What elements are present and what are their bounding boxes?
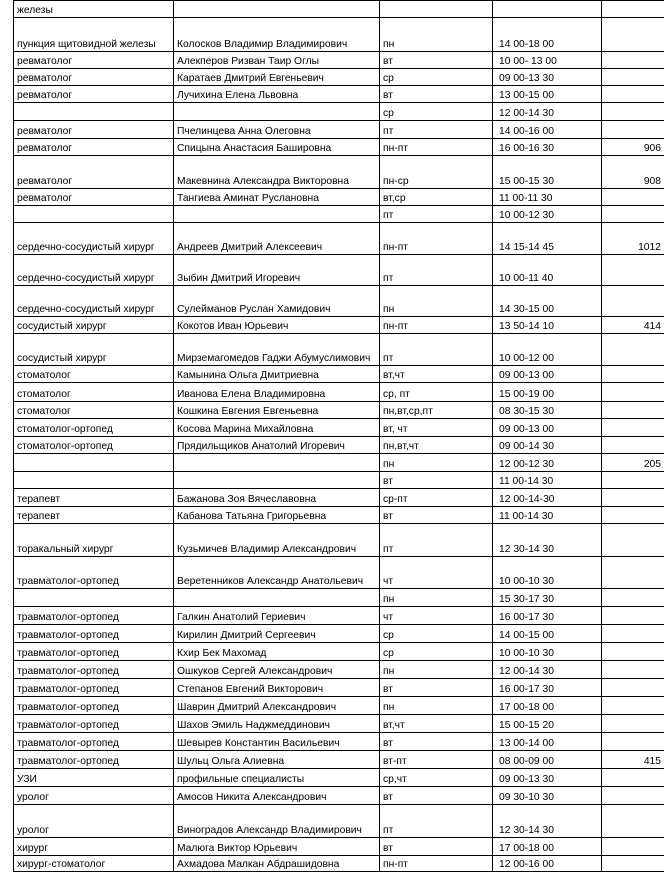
- table-row: [14, 524, 664, 557]
- doctor-cell: Бажанова Зоя Вячеславовна: [174, 489, 380, 507]
- table-row: [14, 733, 664, 751]
- specialty-cell: [14, 206, 174, 223]
- table-row: [14, 121, 664, 139]
- table-row: [14, 189, 664, 206]
- room-cell: [602, 334, 664, 366]
- specialty-cell: УЗИ: [14, 769, 174, 787]
- doctor-cell: [174, 103, 380, 121]
- specialty-cell: сердечно-сосудистый хирург: [14, 223, 174, 255]
- table-row: [14, 805, 664, 838]
- doctor-cell: Кирилин Дмитрий Сергеевич: [174, 625, 380, 643]
- table-row: [14, 366, 664, 383]
- time-cell: 15 00-15 20: [493, 715, 602, 733]
- specialty-cell: стоматолог: [14, 402, 174, 419]
- time-cell: 15 00-15 30: [493, 156, 602, 189]
- specialty-cell: стоматолог-ортопед: [14, 437, 174, 454]
- table-row: [14, 607, 664, 625]
- time-cell: 08 00-09 00: [493, 751, 602, 769]
- days-cell: пн-ср: [380, 156, 493, 189]
- room-cell: [602, 697, 664, 715]
- days-cell: [380, 1, 493, 18]
- time-cell: 17 00-18 00: [493, 838, 602, 856]
- schedule-table-body: [14, 1, 664, 872]
- room-cell: [602, 856, 664, 872]
- specialty-cell: ревматолог: [14, 139, 174, 156]
- days-cell: чт: [380, 607, 493, 625]
- doctor-cell: Амосов Никита Александрович: [174, 787, 380, 805]
- time-cell: 09 00-13 00: [493, 419, 602, 437]
- table-row: [14, 643, 664, 661]
- room-cell: [602, 769, 664, 787]
- specialty-cell: сердечно-сосудистый хирург: [14, 255, 174, 286]
- room-cell: [602, 366, 664, 383]
- room-cell: [602, 787, 664, 805]
- room-cell: [602, 589, 664, 607]
- days-cell: чт: [380, 557, 493, 589]
- table-row: [14, 507, 664, 524]
- days-cell: вт,ср: [380, 189, 493, 206]
- room-cell: 205: [602, 454, 664, 472]
- doctor-cell: Кузьмичев Владимир Александрович: [174, 524, 380, 557]
- room-cell: [602, 121, 664, 139]
- time-cell: 17 00-18 00: [493, 697, 602, 715]
- schedule-table: [13, 0, 664, 872]
- specialty-cell: ревматолог: [14, 121, 174, 139]
- room-cell: [602, 383, 664, 402]
- time-cell: 12 00-12 30: [493, 454, 602, 472]
- table-row: [14, 69, 664, 86]
- time-cell: 14 00-16 00: [493, 121, 602, 139]
- doctor-cell: Ахмадова Малкан Абдрашидовна: [174, 856, 380, 872]
- days-cell: пн,вт,ср,пт: [380, 402, 493, 419]
- specialty-cell: травматолог-ортопед: [14, 607, 174, 625]
- room-cell: [602, 805, 664, 838]
- room-cell: 906: [602, 139, 664, 156]
- days-cell: вт: [380, 86, 493, 103]
- days-cell: вт: [380, 787, 493, 805]
- time-cell: 10 00-12 00: [493, 334, 602, 366]
- room-cell: [602, 286, 664, 317]
- specialty-cell: пункция щитовидной железы: [14, 18, 174, 52]
- days-cell: ср,чт: [380, 769, 493, 787]
- time-cell: [493, 1, 602, 18]
- table-row: [14, 589, 664, 607]
- table-row: [14, 661, 664, 679]
- doctor-cell: Виноградов Александр Владимирович: [174, 805, 380, 838]
- table-row: [14, 472, 664, 489]
- table-row: [14, 625, 664, 643]
- table-row: [14, 52, 664, 69]
- time-cell: 12 00-14 30: [493, 661, 602, 679]
- time-cell: 09 30-10 30: [493, 787, 602, 805]
- specialty-cell: торакальный хирург: [14, 524, 174, 557]
- table-row: [14, 255, 664, 286]
- room-cell: [602, 206, 664, 223]
- specialty-cell: травматолог-ортопед: [14, 557, 174, 589]
- room-cell: [602, 679, 664, 697]
- table-row: [14, 18, 664, 52]
- doctor-cell: Шульц Ольга Алиевна: [174, 751, 380, 769]
- days-cell: пт: [380, 121, 493, 139]
- doctor-cell: [174, 206, 380, 223]
- days-cell: пн: [380, 589, 493, 607]
- doctor-cell: Андреев Дмитрий Алексеевич: [174, 223, 380, 255]
- room-cell: [602, 489, 664, 507]
- time-cell: 10 00-10 30: [493, 557, 602, 589]
- days-cell: пн: [380, 18, 493, 52]
- time-cell: 11 00-14 30: [493, 472, 602, 489]
- time-cell: 16 00-17 30: [493, 607, 602, 625]
- time-cell: 09 00-13 30: [493, 69, 602, 86]
- time-cell: 09 00-14 30: [493, 437, 602, 454]
- doctor-cell: [174, 589, 380, 607]
- doctor-cell: Каратаев Дмитрий Евгеньевич: [174, 69, 380, 86]
- days-cell: вт-пт: [380, 751, 493, 769]
- time-cell: 11 00-11 30: [493, 189, 602, 206]
- table-row: [14, 454, 664, 472]
- specialty-cell: травматолог-ортопед: [14, 679, 174, 697]
- room-cell: 414: [602, 317, 664, 334]
- days-cell: вт: [380, 838, 493, 856]
- specialty-cell: сосудистый хирург: [14, 334, 174, 366]
- specialty-cell: железы: [14, 1, 174, 18]
- days-cell: ср: [380, 103, 493, 121]
- doctor-cell: [174, 454, 380, 472]
- time-cell: 09 00-13 00: [493, 366, 602, 383]
- specialty-cell: терапевт: [14, 489, 174, 507]
- days-cell: пт: [380, 255, 493, 286]
- table-row: [14, 383, 664, 402]
- doctor-cell: Веретенников Александр Анатольевич: [174, 557, 380, 589]
- doctor-cell: Тангиева Аминат Руслановна: [174, 189, 380, 206]
- room-cell: [602, 661, 664, 679]
- specialty-cell: хирург-стоматолог: [14, 856, 174, 872]
- days-cell: вт,чт: [380, 715, 493, 733]
- days-cell: пн-пт: [380, 856, 493, 872]
- doctor-cell: Спицына Анастасия Башировна: [174, 139, 380, 156]
- room-cell: [602, 715, 664, 733]
- room-cell: [602, 507, 664, 524]
- table-row: [14, 437, 664, 454]
- doctor-cell: профильные специалисты: [174, 769, 380, 787]
- doctor-cell: Галкин Анатолий Гериевич: [174, 607, 380, 625]
- table-row: [14, 317, 664, 334]
- days-cell: пт: [380, 524, 493, 557]
- specialty-cell: [14, 472, 174, 489]
- time-cell: 12 00-16 00: [493, 856, 602, 872]
- table-row: [14, 557, 664, 589]
- time-cell: 12 00-14 30: [493, 103, 602, 121]
- room-cell: 415: [602, 751, 664, 769]
- time-cell: 14 00-18 00: [493, 18, 602, 52]
- specialty-cell: травматолог-ортопед: [14, 697, 174, 715]
- doctor-cell: Алекперов Ризван Таир Оглы: [174, 52, 380, 69]
- table-row: [14, 769, 664, 787]
- time-cell: 14 15-14 45: [493, 223, 602, 255]
- time-cell: 13 00-15 00: [493, 86, 602, 103]
- specialty-cell: стоматолог: [14, 366, 174, 383]
- time-cell: 12 30-14 30: [493, 805, 602, 838]
- time-cell: 11 00-14 30: [493, 507, 602, 524]
- table-row: [14, 679, 664, 697]
- time-cell: 10 00-12 30: [493, 206, 602, 223]
- specialty-cell: ревматолог: [14, 52, 174, 69]
- doctor-cell: Лучихина Елена Львовна: [174, 86, 380, 103]
- doctor-cell: Зыбин Дмитрий Игоревич: [174, 255, 380, 286]
- time-cell: 12 00-14-30: [493, 489, 602, 507]
- days-cell: вт, чт: [380, 419, 493, 437]
- doctor-cell: Сулейманов Руслан Хамидович: [174, 286, 380, 317]
- specialty-cell: ревматолог: [14, 189, 174, 206]
- room-cell: [602, 419, 664, 437]
- specialty-cell: [14, 103, 174, 121]
- time-cell: 10 00- 13 00: [493, 52, 602, 69]
- room-cell: [602, 437, 664, 454]
- doctor-cell: Ошкуков Сергей Александрович: [174, 661, 380, 679]
- specialty-cell: уролог: [14, 787, 174, 805]
- doctor-cell: Пчелинцева Анна Олеговна: [174, 121, 380, 139]
- doctor-cell: Иванова Елена Владимировна: [174, 383, 380, 402]
- time-cell: 08 30-15 30: [493, 402, 602, 419]
- table-row: [14, 103, 664, 121]
- doctor-cell: Малюга Виктор Юрьевич: [174, 838, 380, 856]
- room-cell: [602, 69, 664, 86]
- days-cell: вт: [380, 733, 493, 751]
- specialty-cell: стоматолог: [14, 383, 174, 402]
- days-cell: пт: [380, 206, 493, 223]
- days-cell: пн-пт: [380, 223, 493, 255]
- specialty-cell: сердечно-сосудистый хирург: [14, 286, 174, 317]
- room-cell: [602, 255, 664, 286]
- specialty-cell: уролог: [14, 805, 174, 838]
- specialty-cell: терапевт: [14, 507, 174, 524]
- doctor-cell: [174, 472, 380, 489]
- time-cell: 10 00-10 30: [493, 643, 602, 661]
- room-cell: [602, 643, 664, 661]
- doctor-cell: Колосков Владимир Владимирович: [174, 18, 380, 52]
- room-cell: [602, 1, 664, 18]
- table-row: [14, 697, 664, 715]
- doctor-cell: Прядильщиков Анатолий Игоревич: [174, 437, 380, 454]
- room-cell: [602, 52, 664, 69]
- days-cell: ср: [380, 643, 493, 661]
- room-cell: 1012: [602, 223, 664, 255]
- days-cell: ср, пт: [380, 383, 493, 402]
- days-cell: пн: [380, 661, 493, 679]
- days-cell: пт: [380, 805, 493, 838]
- time-cell: 09 00-13 30: [493, 769, 602, 787]
- doctor-cell: Кошкина Евгения Евгеньевна: [174, 402, 380, 419]
- table-row: [14, 286, 664, 317]
- time-cell: 13 00-14 00: [493, 733, 602, 751]
- room-cell: [602, 733, 664, 751]
- room-cell: [602, 86, 664, 103]
- time-cell: 14 30-15 00: [493, 286, 602, 317]
- doctor-cell: Косова Марина Михайловна: [174, 419, 380, 437]
- table-row: [14, 751, 664, 769]
- days-cell: ср-пт: [380, 489, 493, 507]
- room-cell: [602, 18, 664, 52]
- days-cell: пн: [380, 286, 493, 317]
- doctor-cell: Кабанова Татьяна Григорьевна: [174, 507, 380, 524]
- days-cell: ср: [380, 69, 493, 86]
- doctor-cell: Мирземагомедов Гаджи Абумуслимович: [174, 334, 380, 366]
- specialty-cell: сосудистый хирург: [14, 317, 174, 334]
- time-cell: 13 50-14 10: [493, 317, 602, 334]
- days-cell: пн: [380, 454, 493, 472]
- doctor-cell: Шевырев Константин Васильевич: [174, 733, 380, 751]
- days-cell: вт,чт: [380, 366, 493, 383]
- doctor-cell: Кокотов Иван Юрьевич: [174, 317, 380, 334]
- time-cell: 15 30-17 30: [493, 589, 602, 607]
- room-cell: [602, 402, 664, 419]
- doctor-cell: Шаврин Дмитрий Александрович: [174, 697, 380, 715]
- specialty-cell: стоматолог-ортопед: [14, 419, 174, 437]
- time-cell: 12 30-14 30: [493, 524, 602, 557]
- days-cell: пт: [380, 334, 493, 366]
- days-cell: вт: [380, 507, 493, 524]
- specialty-cell: ревматолог: [14, 156, 174, 189]
- table-row: [14, 156, 664, 189]
- room-cell: [602, 472, 664, 489]
- doctor-cell: Степанов Евгений Викторович: [174, 679, 380, 697]
- time-cell: 14 00-15 00: [493, 625, 602, 643]
- room-cell: [602, 607, 664, 625]
- days-cell: ср: [380, 625, 493, 643]
- room-cell: 908: [602, 156, 664, 189]
- table-row: [14, 334, 664, 366]
- days-cell: пн,вт,чт: [380, 437, 493, 454]
- specialty-cell: [14, 589, 174, 607]
- time-cell: 15 00-19 00: [493, 383, 602, 402]
- table-row: [14, 223, 664, 255]
- table-row: [14, 787, 664, 805]
- days-cell: вт: [380, 52, 493, 69]
- table-row: [14, 139, 664, 156]
- room-cell: [602, 838, 664, 856]
- days-cell: вт: [380, 679, 493, 697]
- doctor-cell: Камынина Ольга Дмитриевна: [174, 366, 380, 383]
- room-cell: [602, 625, 664, 643]
- doctor-cell: Макевнина Александра Викторовна: [174, 156, 380, 189]
- days-cell: пн: [380, 697, 493, 715]
- table-row: [14, 419, 664, 437]
- specialty-cell: травматолог-ортопед: [14, 751, 174, 769]
- specialty-cell: [14, 454, 174, 472]
- time-cell: 16 00-17 30: [493, 679, 602, 697]
- room-cell: [602, 524, 664, 557]
- doctor-cell: Кхир Бек Махомад: [174, 643, 380, 661]
- doctor-cell: Шахов Эмиль Наджмеддинович: [174, 715, 380, 733]
- table-row: [14, 489, 664, 507]
- specialty-cell: травматолог-ортопед: [14, 643, 174, 661]
- days-cell: пн-пт: [380, 139, 493, 156]
- table-row: [14, 402, 664, 419]
- days-cell: вт: [380, 472, 493, 489]
- time-cell: 16 00-16 30: [493, 139, 602, 156]
- specialty-cell: травматолог-ортопед: [14, 733, 174, 751]
- room-cell: [602, 189, 664, 206]
- table-row: [14, 206, 664, 223]
- specialty-cell: травматолог-ортопед: [14, 715, 174, 733]
- room-cell: [602, 557, 664, 589]
- specialty-cell: ревматолог: [14, 86, 174, 103]
- doctor-cell: [174, 1, 380, 18]
- specialty-cell: травматолог-ортопед: [14, 661, 174, 679]
- specialty-cell: хирург: [14, 838, 174, 856]
- room-cell: [602, 103, 664, 121]
- specialty-cell: ревматолог: [14, 69, 174, 86]
- time-cell: 10 00-11 40: [493, 255, 602, 286]
- table-row: [14, 838, 664, 856]
- specialty-cell: травматолог-ортопед: [14, 625, 174, 643]
- days-cell: пн-пт: [380, 317, 493, 334]
- table-row: [14, 715, 664, 733]
- table-row: [14, 1, 664, 18]
- table-row: [14, 856, 664, 872]
- table-row: [14, 86, 664, 103]
